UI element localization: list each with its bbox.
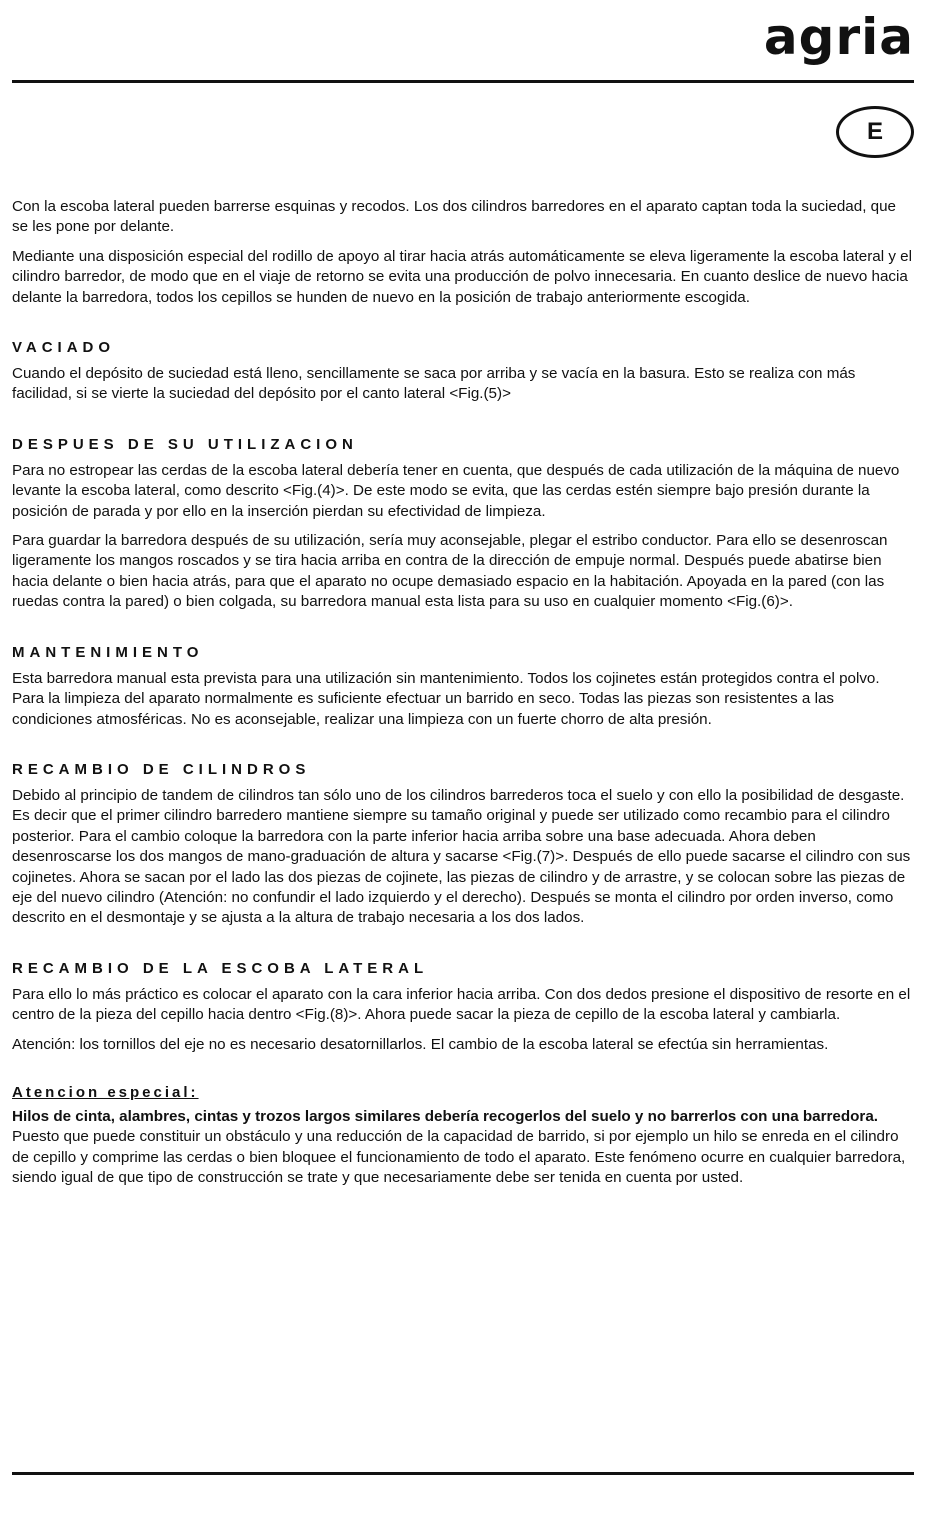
paragraph: Esta barredora manual esta prevista para una utilización sin mantenimiento. Todos los cojinetes están protegidos contra el polvo. Para la limpieza del aparato normalmente es suficiente efectuar un barrido en seco. Todas las piezas son resistentes a las condiciones atmosféricas. No es aconsejable, realizar una limpieza con un fuerte chorro de alta presión. bbox=[12, 669, 880, 728]
paragraph: Debido al principio de tandem de cilindros tan sólo uno de los cilindros barrederos toca el suelo y con ello la posibilidad de desgaste. Es decir que el primer cilindro barredero mantiene siempre su tamaño original y puede ser utilizado como recambio para el cilindro posterior. Para el cambio coloque la barredora con la parte inferior hacia arriba sobre una base adecuada. Ahora deben desenroscarse los dos mangos de mano-graduación de altura y sacarse <Fig.(7)>. Después de ello puede sacarse el cilindro con sus cojinetes. Ahora se sacan por el lado las dos piezas de cojinete, las piezas de cilindro y de arrastre, y se colocan sobre las piezas de eje del nuevo cilindro (Atención: no confundir el lado izquierdo y el derecho). Después se monta el cilindro por orden inverso, como descrito en el desmontaje y se ajusta a la altura de trabajo necesaria a los dos lados. bbox=[12, 786, 911, 927]
brand-logo: agria bbox=[763, 8, 914, 66]
section-heading-escoba: RECAMBIO DE LA ESCOBA LATERAL bbox=[12, 959, 429, 977]
header-rule bbox=[12, 80, 914, 83]
paragraph: Atención: los tornillos del eje no es necesario desatornillarlos. El cambio de la escoba lateral se efectúa sin herramientas. bbox=[12, 1035, 829, 1053]
section-heading-vaciado: VACIADO bbox=[12, 339, 116, 357]
intro-paragraph: Mediante una disposición especial del rodillo de apoyo al tirar hacia atrás automáticamente se eleva ligeramente la escoba lateral y el cilindro barredor, de modo que en el viaje de retorno se evita una producción de polvo innecesaria. En cuanto deslice de nuevo hacia delante la barredora, todos los cepillos se hunden de nuevo en la posición de trabajo anteriormente escogida. bbox=[12, 247, 912, 306]
warning-paragraph bbox=[12, 1107, 914, 1189]
language-badge: E bbox=[836, 106, 914, 158]
section-heading-atencion: Atencion especial: bbox=[12, 1083, 199, 1101]
paragraph: Cuando el depósito de suciedad está lleno, sencillamente se saca por arriba y se vacía en la basura. Esto se realiza con más facilidad, si se vierte la suciedad del depósito por el canto lateral <Fig.(5)> bbox=[12, 365, 856, 403]
section-heading-despues: DESPUES DE SU UTILIZACION bbox=[12, 435, 358, 453]
section-heading-mantenimiento: MANTENIMIENTO bbox=[12, 643, 204, 661]
paragraph: Para guardar la barredora después de su utilización, sería muy aconsejable, plegar el estribo conductor. Para ello se desenroscan ligeramente los mangos roscados y se tira hacia arriba en contra de la dirección de empuje normal. Después puede abatirse bien hacia delante o bien hacia atrás, para que el aparato no ocupe demasiado espacio en la habitación. Apoyada en la pared (con las ruedas contra la pared) o bien colgada, su barredora manual esta lista para su uso en cualquier momento <Fig.(6)>. bbox=[12, 532, 888, 611]
paragraph: Para ello lo más práctico es colocar el aparato con la cara inferior hacia arriba. Con dos dedos presione el dispositivo de resorte en el centro de la pieza del cepillo hacia dentro <Fig.(8)>. Ahora puede sacar la pieza de cepillo de la escoba lateral y cambiarla. bbox=[12, 985, 911, 1024]
intro-paragraph: Con la escoba lateral pueden barrerse esquinas y recodos. Los dos cilindros barredores en el aparato captan toda la suciedad, que se les pone por delante. bbox=[12, 198, 896, 236]
paragraph: Para no estropear las cerdas de la escoba lateral debería tener en cuenta, que después de cada utilización de la máquina de nuevo levante la escoba lateral, como descrito <Fig.(4)>. De este modo se evita, que las cerdas estén siempre bajo presión durante la posición de parada y por ello en la inserción pierdan su efectividad de limpieza. bbox=[12, 461, 900, 520]
section-heading-cilindros: RECAMBIO DE CILINDROS bbox=[12, 760, 311, 778]
footer-rule bbox=[12, 1472, 914, 1475]
document-body bbox=[12, 197, 914, 1198]
warning-lead: Hilos de cinta, alambres, cintas y trozos largos similares debería recogerlos del suelo y no barrerlos con una barredora. bbox=[12, 1107, 878, 1125]
warning-text: Puesto que puede constituir un obstáculo y una reducción de la capacidad de barrido, si por ejemplo un hilo se enreda en el cilindro de cepillo y comprime las cerdas o bien bloquee el funcionamiento de todo el aparato. Este fenómeno ocurre en cualquier barredora, siendo igual de que tipo de construcción se trate y que necesariamente debe ser tenida en cuenta por usted. bbox=[12, 1128, 906, 1187]
